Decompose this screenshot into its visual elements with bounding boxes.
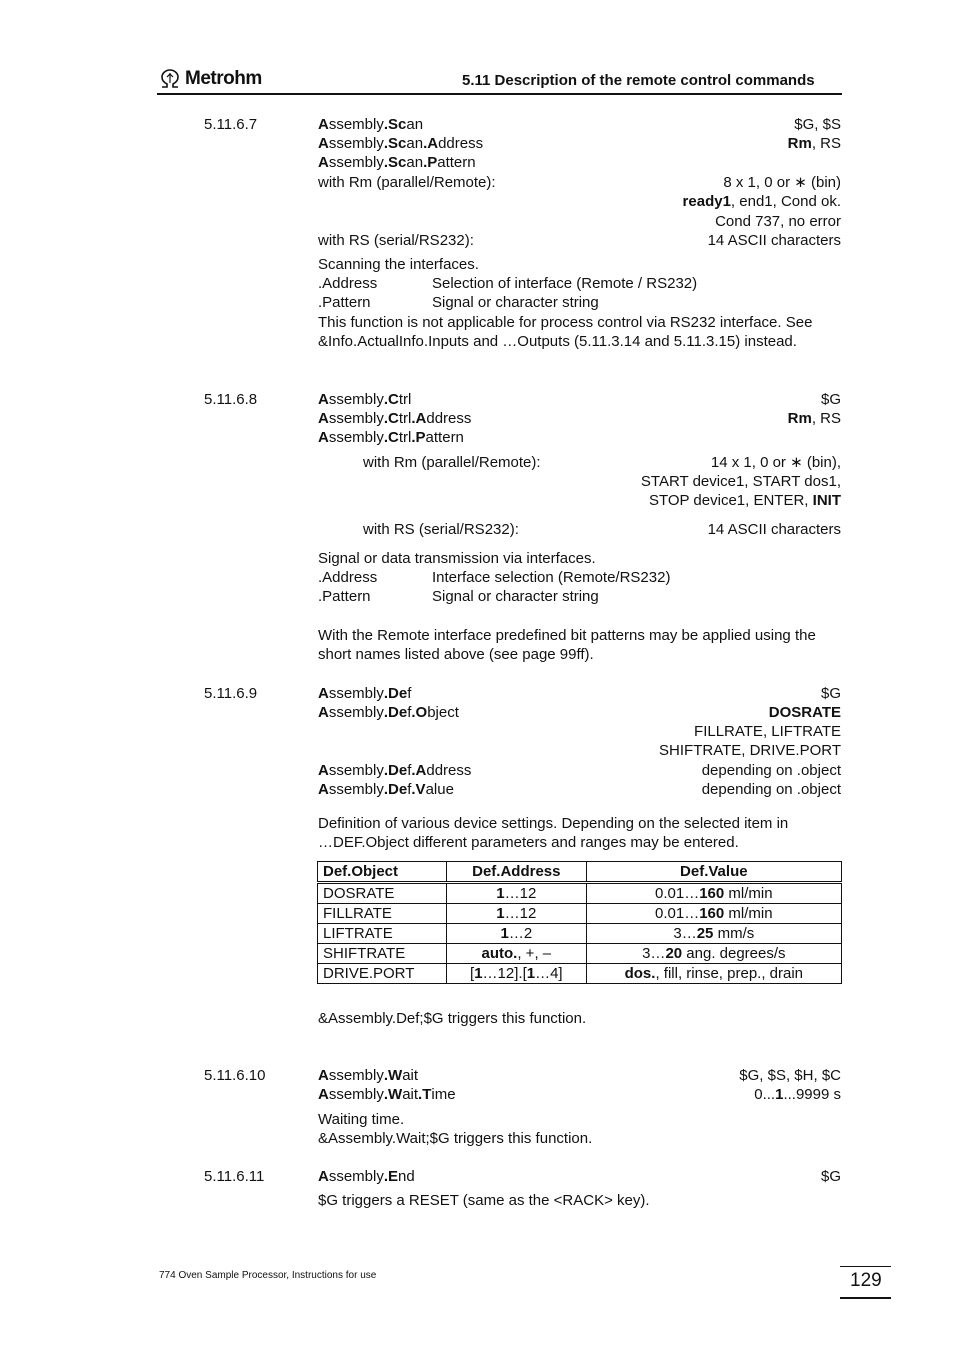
table-cell: 1…12 [447, 883, 587, 904]
column-header: Def.Object [318, 862, 447, 883]
command-line: Assembly.Ctrl.Address [318, 410, 472, 427]
trigger-note: &Assembly.Wait;$G triggers this function. [318, 1130, 593, 1147]
section-title: 5.11 Description of the remote control commands [462, 72, 815, 89]
command-line: Assembly.Def [318, 685, 412, 702]
table-row [318, 944, 842, 964]
command-line: Assembly.Scan [318, 116, 424, 133]
command-parameters: 0...1...9999 s [754, 1086, 841, 1103]
section-number: 5.11.6.10 [204, 1067, 266, 1084]
description: Definition of various device settings. Depending on the selected item in [318, 815, 789, 832]
object-value: FILLRATE, LIFTRATE [694, 723, 841, 740]
table-cell: 3…25 mm/s [586, 924, 841, 944]
trigger-note: &Assembly.Def;$G triggers this function. [318, 1010, 587, 1027]
table-cell: dos., fill, rinse, prep., drain [586, 964, 841, 984]
rm-value: STOP device1, ENTER, INIT [648, 492, 841, 509]
command-line: Assembly.Ctrl.Pattern [318, 429, 464, 446]
page-number: 129 [850, 1270, 882, 1291]
section-number: 5.11.6.8 [204, 391, 258, 408]
table-row [318, 964, 842, 984]
table-cell: 3…20 ang. degrees/s [586, 944, 841, 964]
command-parameters: Rm, RS [787, 135, 841, 152]
column-header: Def.Address [447, 862, 587, 883]
rs-label: with RS (serial/RS232): [318, 232, 474, 249]
rs-value: 14 ASCII characters [707, 232, 841, 249]
section-number: 5.11.6.11 [204, 1168, 265, 1185]
param-description: Signal or character string [432, 588, 599, 605]
description: $G triggers a RESET (same as the <RACK> key). [318, 1192, 650, 1209]
table-row [318, 883, 842, 904]
param-label: .Pattern [318, 588, 371, 605]
footer-text: 774 Oven Sample Processor, Instructions for use [159, 1270, 377, 1281]
table-header-row [318, 862, 842, 883]
command-line: Assembly.Scan.Pattern [318, 154, 476, 171]
brand-logo [159, 68, 262, 90]
logo-text: Metrohm [185, 68, 262, 89]
command-line: Assembly.Def.Address [318, 762, 472, 779]
omega-logo-icon [159, 69, 181, 89]
command-parameters: $G, $S [794, 116, 841, 133]
section-number: 5.11.6.9 [204, 685, 258, 702]
command-line: Assembly.Scan.Address [318, 135, 484, 152]
note: &Info.ActualInfo.Inputs and …Outputs (5.11.3.14 and 5.11.3.15) instead. [318, 333, 797, 350]
note: With the Remote interface predefined bit patterns may be applied using the [318, 627, 816, 644]
param-label: .Pattern [318, 294, 371, 311]
rm-value: 8 x 1, 0 or ∗ (bin) [723, 174, 841, 191]
param-description: Signal or character string [432, 294, 599, 311]
table-cell: DRIVE.PORT [318, 964, 447, 984]
rm-value: Cond 737, no error [715, 213, 841, 230]
command-parameters: depending on .object [701, 781, 841, 798]
table-row [318, 924, 842, 944]
column-header: Def.Value [586, 862, 841, 883]
rm-value: START device1, START dos1, [640, 473, 841, 490]
header-rule [157, 93, 842, 95]
param-label: .Address [318, 275, 378, 292]
note: This function is not applicable for process control via RS232 interface. See [318, 314, 813, 331]
object-value: DOSRATE [768, 704, 841, 721]
command-line: Assembly.Wait [318, 1067, 419, 1084]
command-line: Assembly.Def.Object [318, 704, 459, 721]
table-cell: [1…12].[1…4] [447, 964, 587, 984]
rm-label: with Rm (parallel/Remote): [363, 454, 541, 471]
description: Signal or data transmission via interfaces. [318, 550, 596, 567]
description: Scanning the interfaces. [318, 256, 479, 273]
command-parameters: Rm, RS [787, 410, 841, 427]
command-line: Assembly.End [318, 1168, 415, 1185]
command-parameters: $G [820, 391, 841, 408]
rs-label: with RS (serial/RS232): [363, 521, 519, 538]
rs-value: 14 ASCII characters [707, 521, 841, 538]
table-cell: auto., +, – [447, 944, 587, 964]
command-line: Assembly.Wait.Time [318, 1086, 456, 1103]
rm-value: 14 x 1, 0 or ∗ (bin), [710, 454, 841, 471]
param-description: Selection of interface (Remote / RS232) [432, 275, 698, 292]
rm-label: with Rm (parallel/Remote): [318, 174, 496, 191]
table-cell: LIFTRATE [318, 924, 447, 944]
table-cell: 1…12 [447, 904, 587, 924]
table-cell: 1…2 [447, 924, 587, 944]
note: short names listed above (see page 99ff). [318, 646, 594, 663]
table-row [318, 904, 842, 924]
command-parameters: $G, $S, $H, $C [739, 1067, 841, 1084]
definition-table [317, 861, 842, 984]
param-description: Interface selection (Remote/RS232) [432, 569, 671, 586]
command-parameters: depending on .object [701, 762, 841, 779]
table-cell: 0.01…160 ml/min [586, 904, 841, 924]
object-value: SHIFTRATE, DRIVE.PORT [659, 742, 841, 759]
command-line: Assembly.Def.Value [318, 781, 454, 798]
param-label: .Address [318, 569, 378, 586]
command-parameters: $G [820, 1168, 841, 1185]
table-cell: SHIFTRATE [318, 944, 447, 964]
description: …DEF.Object different parameters and ranges may be entered. [318, 834, 739, 851]
table-cell: 0.01…160 ml/min [586, 883, 841, 904]
table-cell: FILLRATE [318, 904, 447, 924]
section-number: 5.11.6.7 [204, 116, 258, 133]
description: Waiting time. [318, 1111, 405, 1128]
table-cell: DOSRATE [318, 883, 447, 904]
command-parameters: $G [820, 685, 841, 702]
rm-value: ready1, end1, Cond ok. [682, 193, 841, 210]
command-line: Assembly.Ctrl [318, 391, 412, 408]
